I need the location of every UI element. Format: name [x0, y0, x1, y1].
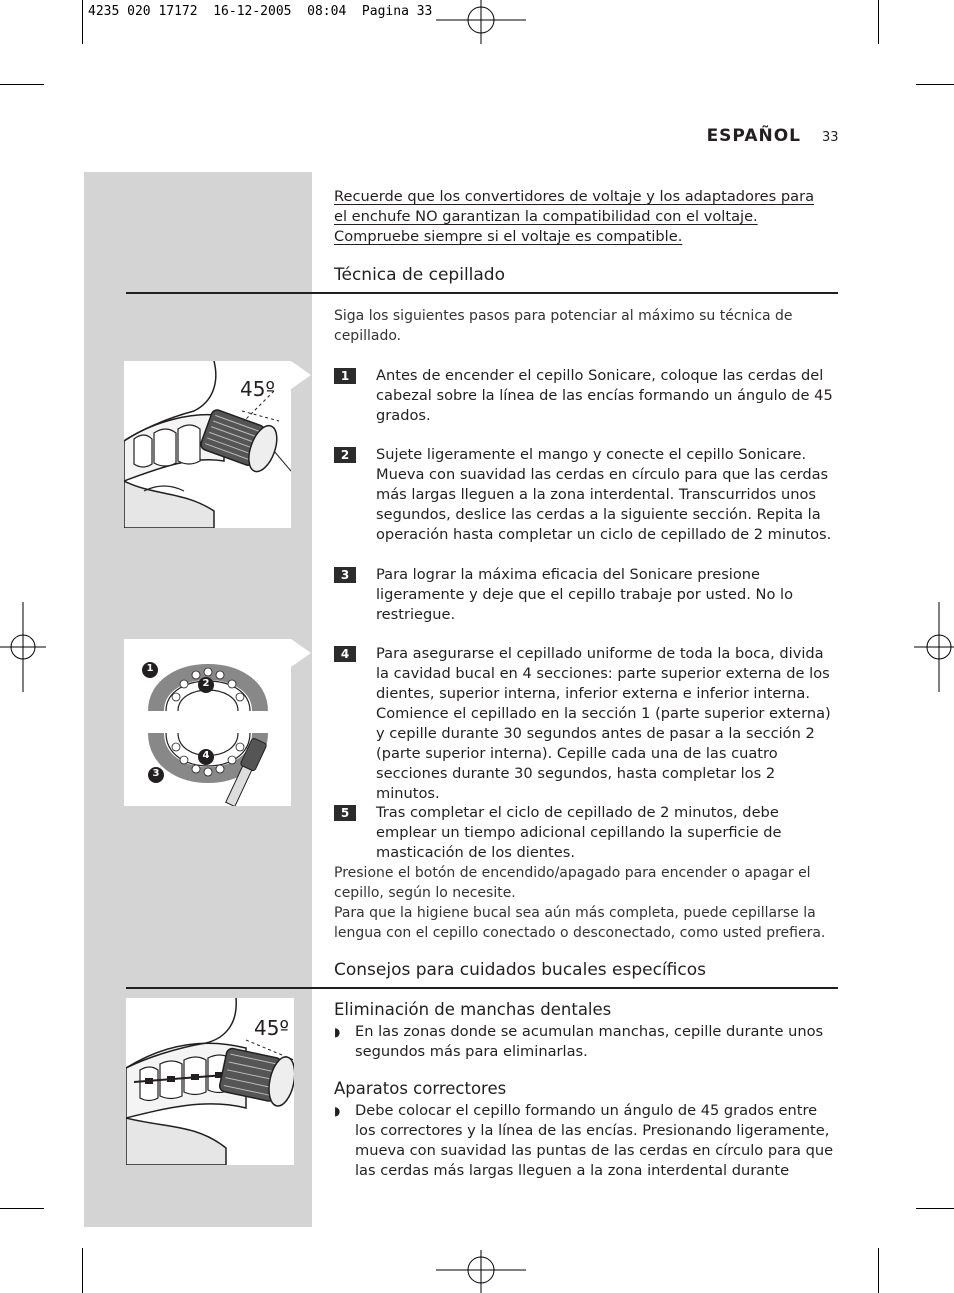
- crop-mark: [82, 0, 83, 44]
- illustration-pointer: [291, 361, 311, 389]
- registration-mark-top: [436, 0, 526, 44]
- step-number: 3: [334, 567, 356, 583]
- crop-mark: [916, 84, 954, 85]
- step-5: [334, 803, 839, 863]
- step-1: [334, 366, 839, 426]
- section-marker-2: 2: [202, 678, 210, 689]
- illustration-mouth-sections: [124, 639, 291, 806]
- power-button-note: Presione el botón de encendido/apagado para encender o apagar el cepillo, según lo necesite.: [334, 865, 811, 901]
- section-marker-1: 1: [146, 663, 154, 674]
- step-number: 1: [334, 368, 356, 384]
- voltage-note: Recuerde que los convertidores de voltaje y los adaptadores para el enchufe NO garantizan la compatibilidad con el voltaje. Compruebe siempre si el voltaje es compatible.: [334, 188, 815, 245]
- crop-mark: [82, 1248, 83, 1293]
- step-number: 2: [334, 447, 356, 463]
- illustration-brush-angle: [124, 361, 291, 528]
- step-4: [334, 644, 839, 804]
- crop-mark: [878, 1248, 879, 1293]
- step-text: Para asegurarse el cepillado uniforme de toda la boca, divida la cavidad bucal en 4 secciones: parte superior externa de los dientes, superior interna, inferior externa e inferior interna. Comience el cepillado en la sección 1 (parte superior externa) y cepille durante 30 segundos antes de pasar a la sección 2 (parte superior interna). Cepille cada una de las cuatro secciones durante 30 segundos, hasta completar los 2 minutos.: [376, 645, 831, 802]
- step-text: Antes de encender el cepillo Sonicare, coloque las cerdas del cabezal sobre la línea de las encías formando un ángulo de 45 grados.: [376, 367, 833, 424]
- braces-bullet: [334, 1101, 834, 1181]
- language-header: ESPAÑOL: [706, 126, 801, 146]
- bullet-marker-icon: ◗: [334, 1104, 341, 1118]
- crop-mark: [0, 1208, 44, 1209]
- page-number: 33: [822, 130, 839, 145]
- tongue-note: Para que la higiene bucal sea aún más completa, puede cepillarse la lengua con el cepillo conectado o desconectado, como usted prefiera.: [334, 905, 826, 941]
- step-number: 5: [334, 805, 356, 821]
- registration-mark-left: [0, 602, 46, 692]
- bullet-text: Debe colocar el cepillo formando un ángulo de 45 grados entre los correctores y la línea de las encías. Presionando ligeramente, mueva con suavidad las puntas de las cerdas en círculo para que las cerdas más largas lleguen a la zona interdental durante: [355, 1102, 834, 1179]
- step-text: Para lograr la máxima eficacia del Sonicare presione ligeramente y deje que el cepillo trabaje por usted. No lo restriegue.: [376, 566, 794, 623]
- illustration-pointer: [291, 639, 311, 667]
- bullet-text: En las zonas donde se acumulan manchas, cepille durante unos segundos más para eliminarlas.: [355, 1023, 824, 1060]
- crop-mark: [878, 0, 879, 44]
- step-2: [334, 445, 839, 545]
- printer-slug: 4235 020 17172 16-12-2005 08:04 Pagina 33: [88, 4, 433, 19]
- crop-mark: [916, 1208, 954, 1209]
- section-title-care: Consejos para cuidados bucales específicos: [334, 960, 706, 980]
- registration-mark-right: [914, 602, 954, 692]
- illustration-braces: [126, 998, 294, 1165]
- step-3: [334, 565, 839, 625]
- section-marker-4: 4: [202, 750, 210, 761]
- brushing-intro: Siga los siguientes pasos para potenciar al máximo su técnica de cepillado.: [334, 308, 793, 344]
- subheading-braces: Aparatos correctores: [334, 1079, 507, 1098]
- section-marker-3: 3: [152, 768, 160, 779]
- section-rule: [126, 987, 838, 989]
- bullet-marker-icon: ◗: [334, 1025, 341, 1039]
- subheading-stains: Eliminación de manchas dentales: [334, 1000, 612, 1019]
- section-title-brushing: Técnica de cepillado: [334, 265, 505, 285]
- registration-mark-bottom: [436, 1250, 526, 1293]
- crop-mark: [0, 84, 44, 85]
- section-rule: [126, 292, 838, 294]
- stains-bullet: [334, 1022, 834, 1062]
- step-number: 4: [334, 646, 356, 662]
- step-text: Sujete ligeramente el mango y conecte el cepillo Sonicare. Mueva con suavidad las cerdas en círculo para que las cerdas más largas lleguen a la zona interdental. Transcurridos unos segundos, deslice las cerdas a la siguiente sección. Repita la operación hasta completar un ciclo de cepillado de 2 minutos.: [376, 446, 832, 543]
- angle-label: 45º: [240, 377, 275, 401]
- angle-label: 45º: [254, 1016, 289, 1040]
- step-text: Tras completar el ciclo de cepillado de 2 minutos, debe emplear un tiempo adicional cepillando la superficie de masticación de los dientes.: [376, 804, 782, 861]
